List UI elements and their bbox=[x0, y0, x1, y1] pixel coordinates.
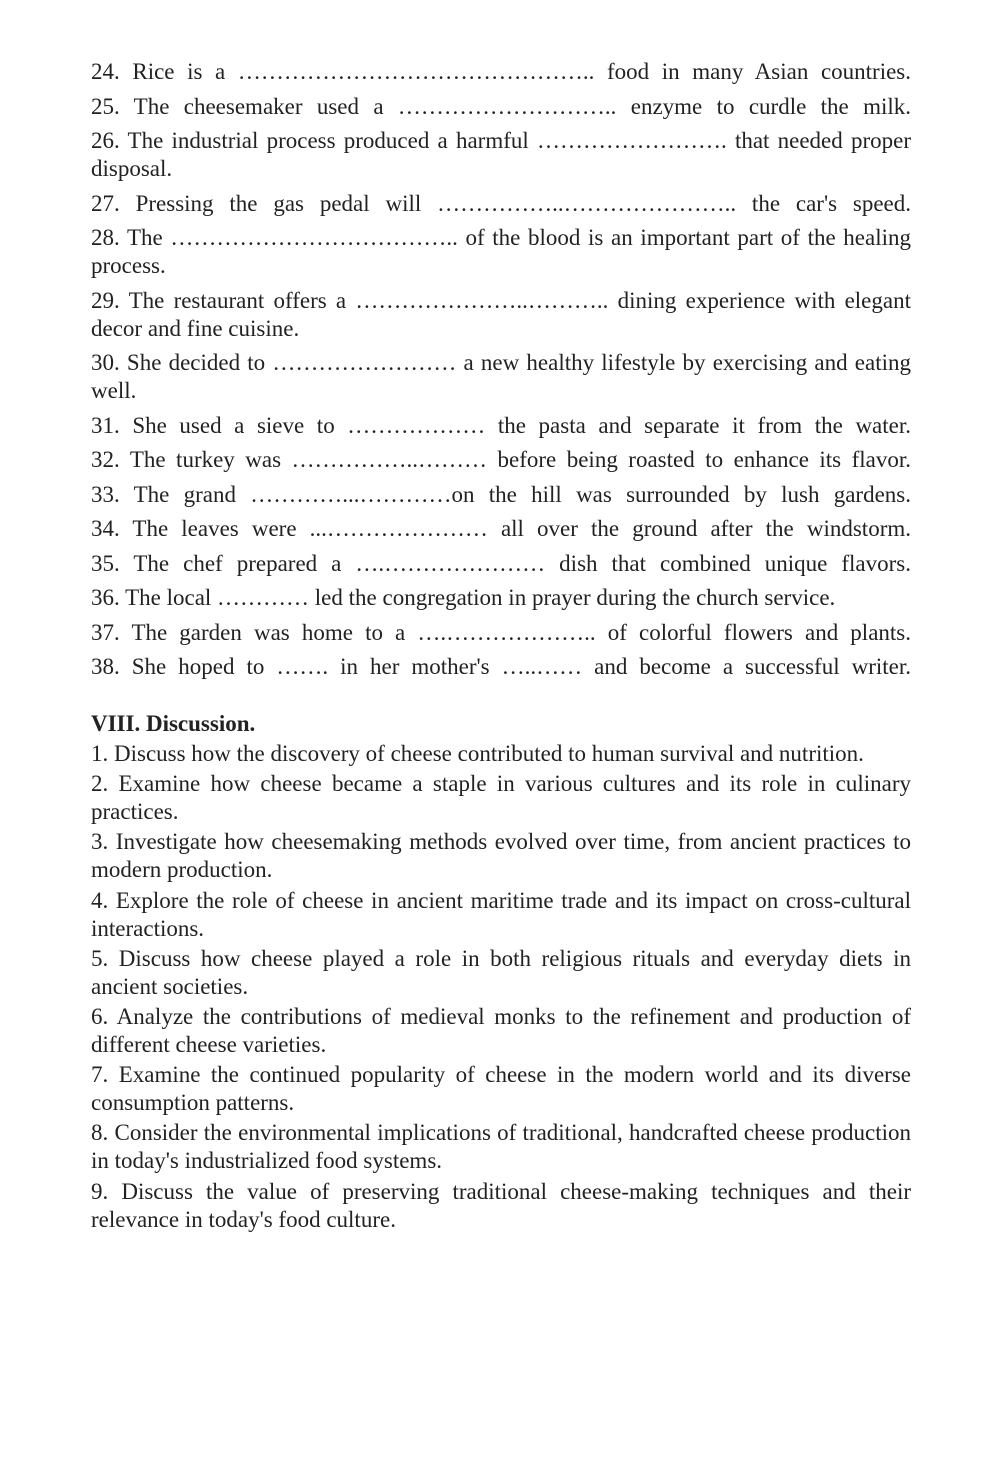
exercise-item-32: 32. The turkey was ……………..……… before being roasted to enhance its flavor. bbox=[91, 447, 911, 472]
discussion-item-4: 4. Explore the role of cheese in ancient maritime trade and its impact on cross-cultural interactions. bbox=[91, 887, 911, 941]
exercise-item-38: 38. She hoped to ……. in her mother's …..…… and become a successful writer. bbox=[91, 654, 911, 679]
exercise-item-37: 37. The garden was home to a ….……………….. of colorful flowers and plants. bbox=[91, 619, 911, 645]
exercise-item-34: 34. The leaves were ...………………… all over the ground after the windstorm. bbox=[91, 516, 911, 541]
exercise-item-29: 29. The restaurant offers a …………………..……….. dining experience with elegant decor and fine cuisine. bbox=[91, 287, 911, 341]
discussion-item-2: 2. Examine how cheese became a staple in various cultures and its role in culinary practices. bbox=[91, 771, 911, 825]
fill-in-the-blank-section bbox=[91, 58, 911, 681]
exercise-item-27: 27. Pressing the gas pedal will ……………..………………….. the car's speed. bbox=[91, 190, 911, 216]
discussion-item-8: 8. Consider the environmental implications of traditional, handcrafted cheese production in today's industrialized food systems. bbox=[91, 1120, 911, 1174]
discussion-item-3: 3. Investigate how cheesemaking methods evolved over time, from ancient practices to modern production. bbox=[91, 829, 911, 883]
discussion-item-1: 1. Discuss how the discovery of cheese contributed to human survival and nutrition. bbox=[91, 741, 864, 766]
exercise-item-30: 30. She decided to …………………… a new healthy lifestyle by exercising and eating well. bbox=[91, 350, 911, 403]
exercise-item-24: 24. Rice is a ……………………………………….. food in many Asian countries. bbox=[91, 59, 911, 84]
exercise-item-25: 25. The cheesemaker used a ……………………….. enzyme to curdle the milk. bbox=[91, 93, 911, 119]
discussion-section bbox=[91, 710, 911, 1234]
discussion-item-6: 6. Analyze the contributions of medieval monks to the refinement and production of different cheese varieties. bbox=[91, 1003, 911, 1057]
exercise-item-28: 28. The ……………………………….. of the blood is an important part of the healing process. bbox=[91, 225, 911, 278]
exercise-item-36: 36. The local ………… led the congregation in prayer during the church service. bbox=[91, 585, 836, 610]
exercise-item-35: 35. The chef prepared a ….………………… dish that combined unique flavors. bbox=[91, 550, 911, 576]
discussion-item-9: 9. Discuss the value of preserving traditional cheese-making techniques and their relevance in today's food culture. bbox=[91, 1178, 911, 1232]
discussion-item-5: 5. Discuss how cheese played a role in both religious rituals and everyday diets in ancient societies. bbox=[91, 945, 911, 999]
section-heading: VIII. Discussion. bbox=[91, 711, 256, 736]
exercise-item-26: 26. The industrial process produced a harmful ……………………. that needed proper disposal. bbox=[91, 128, 911, 181]
exercise-item-33: 33. The grand …………...…………on the hill was surrounded by lush gardens. bbox=[91, 481, 911, 507]
discussion-item-7: 7. Examine the continued popularity of cheese in the modern world and its diverse consumption patterns. bbox=[91, 1062, 911, 1116]
document-page bbox=[91, 58, 911, 1236]
exercise-item-31: 31. She used a sieve to ……………… the pasta and separate it from the water. bbox=[91, 412, 911, 438]
